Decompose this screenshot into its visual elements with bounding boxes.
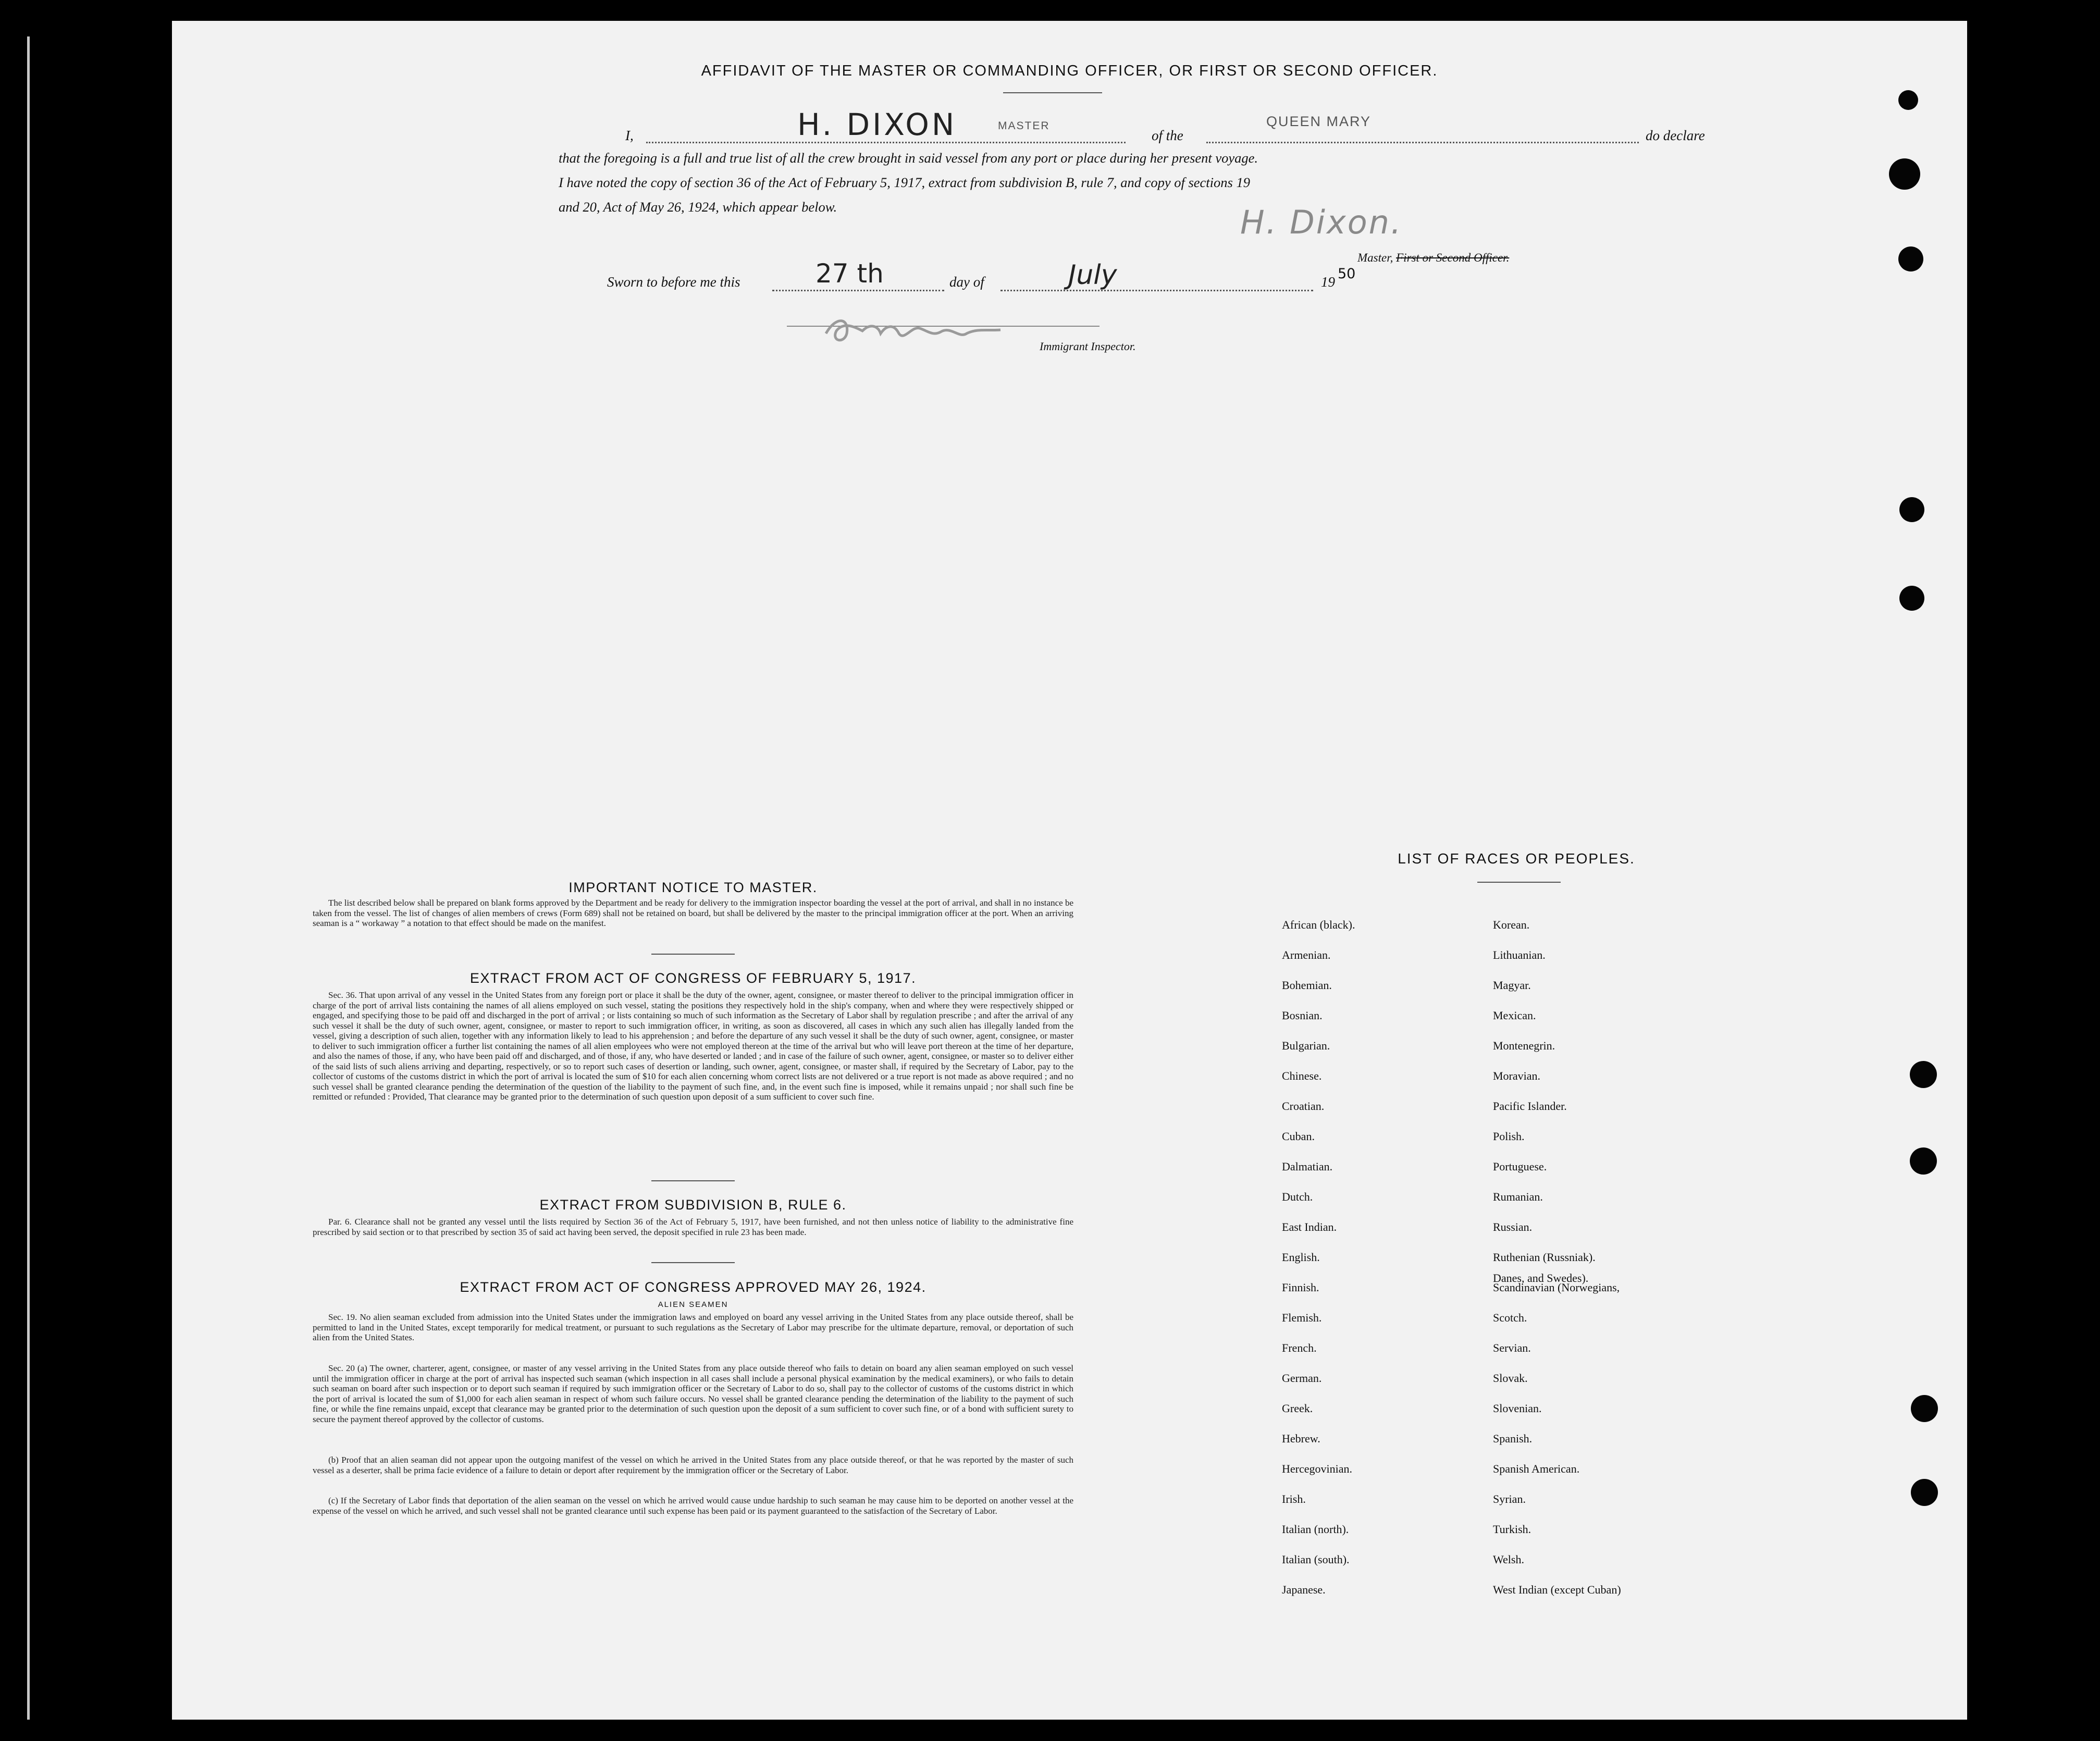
race-left-item: Hebrew. bbox=[1282, 1432, 1320, 1445]
race-left-item: French. bbox=[1282, 1341, 1317, 1354]
race-right-item: Korean. bbox=[1493, 918, 1530, 931]
vessel-name-stamp: QUEEN MARY bbox=[1266, 114, 1372, 129]
race-right-item: Syrian. bbox=[1493, 1492, 1526, 1505]
notice-heading: IMPORTANT NOTICE TO MASTER. bbox=[569, 880, 818, 895]
race-right-item: Turkish. bbox=[1493, 1523, 1531, 1536]
race-right-item: Montenegrin. bbox=[1493, 1039, 1555, 1052]
race-right-item: Polish. bbox=[1493, 1130, 1525, 1143]
extract-1917-heading: EXTRACT FROM ACT OF CONGRESS OF FEBRUARY 5, 1917. bbox=[470, 970, 917, 986]
race-left-item: German. bbox=[1282, 1372, 1322, 1385]
rule6-divider bbox=[651, 1262, 735, 1263]
race-left-item: Italian (south). bbox=[1282, 1553, 1350, 1566]
rule6-text: Par. 6. Clearance shall not be granted any vessel until the lists required by Section 36 of the Act of February 5, 1917, have been furnished, and not then unless notice of liability to the administrative fine prescribed by said section or to that prescribed by section 35 of said act having been served, the deposit specified in rule 23 has been made. bbox=[313, 1217, 1073, 1237]
signature-caption bbox=[1357, 251, 1509, 265]
race-right-scandinavian-cont: Danes, and Swedes). bbox=[1493, 1271, 1589, 1285]
race-right-item: Spanish. bbox=[1493, 1432, 1533, 1445]
signature-caption-struck: First or Second Officer. bbox=[1396, 251, 1510, 264]
race-right-item: Rumanian. bbox=[1493, 1190, 1543, 1203]
binder-hole bbox=[1898, 246, 1923, 271]
race-left-item: Finnish. bbox=[1282, 1281, 1319, 1294]
binder-hole bbox=[1910, 1147, 1937, 1175]
race-right-item: Welsh. bbox=[1493, 1553, 1524, 1566]
notice-divider bbox=[651, 954, 735, 955]
master-signature: H. Dixon. bbox=[1240, 203, 1403, 241]
year-suffix-handwritten: 50 bbox=[1338, 266, 1356, 282]
race-right-item: Pacific Islander. bbox=[1493, 1100, 1567, 1113]
master-rank-stamp: MASTER bbox=[998, 120, 1050, 132]
extract-1924-sec20b: (b) Proof that an alien seaman did not appear upon the outgoing manifest of the vessel on which he arrived in the United States from any place outside thereof, or that he was reported by the master of such vessel as a deserter, shall be prima facie evidence of a failure to detain or deport after requirement by the immigration officer or the Secretary of Labor. bbox=[313, 1455, 1073, 1475]
race-right-item: Mexican. bbox=[1493, 1009, 1536, 1022]
sworn-month-fill-line bbox=[1000, 290, 1313, 291]
inspector-signature bbox=[821, 305, 1008, 352]
sworn-day-fill-line bbox=[772, 290, 944, 291]
sworn-month-handwritten: July bbox=[1068, 260, 1117, 291]
race-left-item: Armenian. bbox=[1282, 948, 1331, 961]
extract-1924-heading: EXTRACT FROM ACT OF CONGRESS APPROVED MAY 26, 1924. bbox=[460, 1279, 927, 1295]
binder-hole bbox=[1899, 586, 1924, 611]
race-left-item: Chinese. bbox=[1282, 1069, 1322, 1082]
race-right-item: Slovak. bbox=[1493, 1372, 1528, 1385]
race-right-item: Scandinavian (Norwegians, bbox=[1493, 1281, 1620, 1294]
race-left-item: Croatian. bbox=[1282, 1100, 1325, 1113]
race-right-item: Lithuanian. bbox=[1493, 948, 1546, 961]
notice-text: The list described below shall be prepared on blank forms approved by the Department and be ready for delivery to the immigration inspector boarding the vessel at the port of arrival, and shall in no instance be taken from the vessel. The list of changes of alien members of crews (Form 689) shall not be retained on board, but shall be delivered by the master to the principal immigration officer at the port. When an arriving seaman is a “ workaway ” a notation to that effect should be made on the manifest. bbox=[313, 898, 1073, 928]
binder-hole bbox=[1910, 1061, 1937, 1088]
affidavit-line-4: and 20, Act of May 26, 1924, which appear below. bbox=[559, 199, 837, 215]
binder-hole bbox=[1889, 158, 1920, 190]
race-left-item: Bosnian. bbox=[1282, 1009, 1323, 1022]
signature-caption-master: Master, bbox=[1357, 251, 1393, 264]
of-the-label: of the bbox=[1152, 128, 1183, 143]
race-right-item: Spanish American. bbox=[1493, 1462, 1580, 1475]
binder-hole bbox=[1911, 1395, 1938, 1422]
race-left-item: Bulgarian. bbox=[1282, 1039, 1330, 1052]
races-heading-underline bbox=[1477, 882, 1561, 883]
affidavit-line-2: that the foregoing is a full and true list of all the crew brought in said vessel from any port or place during her present voyage. bbox=[559, 150, 1258, 166]
title-underline bbox=[1003, 92, 1102, 93]
race-left-item: Cuban. bbox=[1282, 1130, 1315, 1143]
race-left-item: East Indian. bbox=[1282, 1220, 1337, 1233]
race-right-item: Servian. bbox=[1493, 1341, 1531, 1354]
day-of-label: day of bbox=[949, 274, 984, 290]
race-right-item: Scotch. bbox=[1493, 1311, 1527, 1324]
race-left-item: Dutch. bbox=[1282, 1190, 1313, 1203]
do-declare-label: do declare bbox=[1646, 128, 1705, 143]
race-left-item: Greek. bbox=[1282, 1402, 1313, 1415]
i-label: I, bbox=[625, 128, 634, 143]
sworn-day-handwritten: 27 th bbox=[816, 258, 884, 289]
race-right-item: West Indian (except Cuban) bbox=[1493, 1583, 1621, 1596]
race-left-item: English. bbox=[1282, 1251, 1320, 1264]
binder-hole bbox=[1911, 1479, 1938, 1506]
race-right-item: Ruthenian (Russniak). bbox=[1493, 1251, 1596, 1264]
extract-1917-text: Sec. 36. That upon arrival of any vessel in the United States from any foreign port or place it shall be the duty of the owner, agent, consignee, or master thereof to deliver to the principal immigration officer in charge of the port of arrival lists containing the names of all aliens employed on such vessel, stating the positions they respectively hold in the ship's company, when and where they were respectively shipped or engaged, and specifying those to be paid off and discharged in the port of arrival ; or lists containing so much of such information as the Secretary of Labor shall by regulation prescribe ; and after the arrival of any such vessel it shall be the duty of such owner, agent, consignee, or master to report to such immigration officer, in writing, as soon as discovered, all cases in which any such alien has illegally landed from the vessel, giving a description of such alien, together with any information likely to lead to his apprehension ; and before the departure of any such vessel it shall be the duty of such owner, agent, consignee, or master to deliver to such immigration officer a further list containing the names of all alien employees who were not employed thereon at the time of the arrival but who will leave port thereon at the time of her departure, and also the names of those, if any, who have been paid off and discharged, and of those, if any, who have deserted or landed ; and in case of the failure of such owner, agent, consignee, or master so to deliver either of the said lists of such aliens arriving and departing, respectively, or so to report such cases of desertion or landing, such owner, agent, consignee, or master shall, if required by the Secretary of Labor, pay to the collector of customs of the customs district in which the port of arrival is located the sum of $10 for each alien concerning whom correct lists are not delivered or a true report is not made as above required ; and no such vessel shall be granted clearance pending the determination of the question of the liability to the payment of such fine, and, in the event such fine is imposed, while it remains unpaid ; nor shall such fine be remitted or refunded : Provided, That clearance may be granted prior to the determination of such question upon deposit of a sum sufficient to cover such fine. bbox=[313, 990, 1073, 1102]
race-right-item: Magyar. bbox=[1493, 979, 1531, 992]
master-name-handwritten: H. DIXON bbox=[797, 107, 957, 142]
vessel-fill-line bbox=[1206, 142, 1639, 143]
inspector-caption: Immigrant Inspector. bbox=[1040, 340, 1136, 353]
binder-hole bbox=[1899, 497, 1924, 522]
document-page bbox=[172, 21, 1967, 1720]
year-prefix: 19 bbox=[1321, 274, 1335, 290]
race-left-item: Flemish. bbox=[1282, 1311, 1322, 1324]
race-left-item: Japanese. bbox=[1282, 1583, 1326, 1596]
rule6-heading: EXTRACT FROM SUBDIVISION B, RULE 6. bbox=[539, 1197, 847, 1213]
race-right-item: Russian. bbox=[1493, 1220, 1533, 1233]
extract-1924-sec20c: (c) If the Secretary of Labor finds that deportation of the alien seaman on the vessel on which he arrived would cause undue hardship to such seaman he may cause him to be deported on another vessel at the expense of the vessel on which he arrived, and such vessel shall not be granted clearance until such expense has been paid or its payment guaranteed to the satisfaction of the Secretary of Labor. bbox=[313, 1496, 1073, 1516]
race-left-item: Dalmatian. bbox=[1282, 1160, 1333, 1173]
film-edge-strip bbox=[27, 36, 30, 1720]
affidavit-line-3: I have noted the copy of section 36 of the Act of February 5, 1917, extract from subdivision B, rule 7, and copy of sections 19 bbox=[559, 175, 1250, 190]
races-heading: LIST OF RACES OR PEOPLES. bbox=[1398, 850, 1635, 867]
extract-1924-sec20a: Sec. 20 (a) The owner, charterer, agent, consignee, or master of any vessel arriving in the United States from any place outside thereof who fails to detain on board any alien seaman employed on such vessel until the immigration officer in charge at the port of arrival has inspected such seaman (which inspection in all cases shall include a personal physical examination by the medical examiners), or who fails to detain such seaman on board after such inspection or to deport such seaman if required by such immigration officer or the Secretary of Labor to do so, shall pay to the collector of customs of the customs district in which the port of arrival is located the sum of $1,000 for each alien seaman in respect of whom such failure occurs. No vessel shall be granted clearance pending the determination of the liability to the payment of such fine, or while the fine remains unpaid, except that clearance may be granted prior to the determination of such question upon the deposit of a sum sufficient to cover such fine, or of a bond with sufficient surety to secure the payment thereof approved by the collector of customs. bbox=[313, 1363, 1073, 1424]
race-right-item: Portuguese. bbox=[1493, 1160, 1547, 1173]
race-left-item: African (black). bbox=[1282, 918, 1355, 931]
extract-1917-divider bbox=[651, 1180, 735, 1181]
race-left-item: Italian (north). bbox=[1282, 1523, 1349, 1536]
race-right-item: Moravian. bbox=[1493, 1069, 1541, 1082]
affidavit-title: AFFIDAVIT OF THE MASTER OR COMMANDING OFFICER, OR FIRST OR SECOND OFFICER. bbox=[701, 63, 1438, 79]
race-left-item: Bohemian. bbox=[1282, 979, 1332, 992]
sworn-label: Sworn to before me this bbox=[607, 274, 740, 290]
binder-hole bbox=[1898, 90, 1918, 110]
extract-1924-sec19: Sec. 19. No alien seaman excluded from admission into the United States under the immigration laws and employed on board any vessel arriving in the United States from any place outside thereof, shall be permitted to land in the United States, except temporarily for medical treatment, or pursuant to such regulations as the Secretary of Labor may prescribe for the ultimate departure, removal, or deportation of such alien from the United States. bbox=[313, 1312, 1073, 1342]
race-right-item: Slovenian. bbox=[1493, 1402, 1542, 1415]
race-left-item: Hercegovinian. bbox=[1282, 1462, 1352, 1475]
alien-seamen-subheading: ALIEN SEAMEN bbox=[658, 1300, 728, 1309]
race-left-item: Irish. bbox=[1282, 1492, 1306, 1505]
